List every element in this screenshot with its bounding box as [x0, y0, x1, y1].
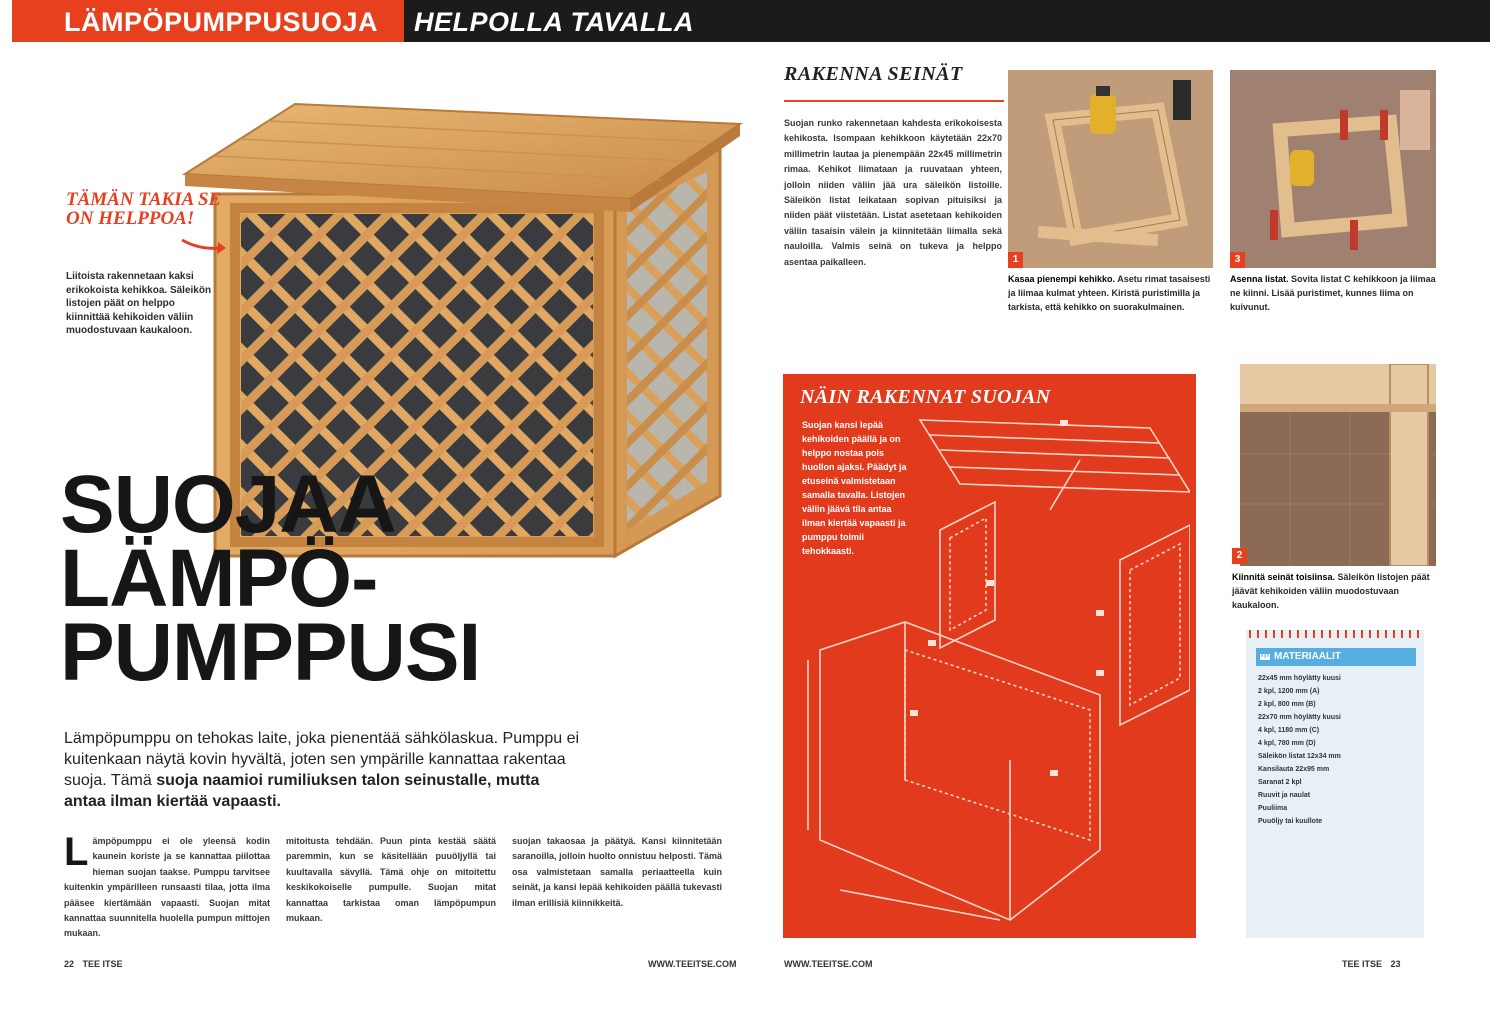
website-right: WWW.TEEITSE.COM — [784, 959, 873, 969]
drop-cap: L — [64, 830, 89, 874]
step-caption-2-bold: Kiinnitä seinät toisiinsa. — [1232, 572, 1336, 582]
list-item: Kansilauta 22x95 mm — [1258, 766, 1330, 773]
ruler-icon — [1259, 651, 1271, 663]
lead-normal-text: Lämpöpumppu on tehokas laite, joka pienentää sähkölaskua. Pumppu ei kuitenkaan näytä kovin hyvältä, joten sen ympärille kannattaa rakentaa suoja. Tämä — [64, 730, 580, 789]
materials-heading — [1256, 648, 1416, 666]
step-caption-3-text: Sovita listat C kehikkoon ja liimaa ne kiinni. Lisää puristimet, kunnes liima on kuivunut. — [1230, 274, 1436, 312]
step-photo-3 — [1230, 70, 1436, 268]
list-item: Saranat 2 kpl — [1258, 779, 1302, 786]
list-item: Puuöljy tai kuullote — [1258, 818, 1323, 825]
step-caption-3-bold: Asenna listat. — [1230, 274, 1289, 284]
page-number-right: 23 — [1390, 959, 1401, 969]
step-badge-1: 1 — [1008, 252, 1023, 268]
website-left: WWW.TEEITSE.COM — [648, 959, 737, 969]
materials-title: MATERIAALIT — [1274, 651, 1342, 662]
list-item: 2 kpl, 1200 mm (A) — [1258, 688, 1320, 695]
step-caption-2 — [1232, 570, 1436, 612]
section-text: Suojan runko rakennetaan kahdesta erikokoisesta kehikosta. Isompaan kehikkoon käytetään 22x70 millimetrin lautaa ja pienempään 22x45 millimetrin rimaa. Kehikot liimataan ja ruuvataan yhteen, jolloin niiden väliin jää ura säleikön listoille. Säleikön listat leikataan sopivan pituisiksi ja niiden päät viistetään. Listat asetetaan kehikoiden väliin tasaisin välein ja kiinnitetään liimalla sekä nauloilla. Valmis seinä on tukeva ja helppo asentaa paikalleen. — [784, 118, 1002, 267]
magazine-name-left: TEE ITSE — [82, 959, 123, 969]
title-line-1: SUOJAA — [60, 459, 396, 550]
body-column-3: suojan takaosaa ja päätyä. Kansi kiinnitetään saranoilla, jolloin huolto onnistuu helposti. Tämä osa valmistetaan samalla periaatteella kuin seinät, ja kansi lepää kehikoiden päällä tukevasti ilman erillisiä kiinnikkeitä. — [512, 836, 722, 908]
list-item: 4 kpl, 1180 mm (C) — [1258, 727, 1320, 734]
step-caption-1-text: Asetu rimat tasaisesti ja liimaa kulmat yhteen. Kiristä puristimilla ja tarkista, että kehikko on suorakulmainen. — [1008, 274, 1211, 312]
body-column-1-text: ämpöpumppu ei ole yleensä kodin kaunein koriste ja se kannattaa piilottaa hieman suojan taakse. Pumppu tarvitsee kuitenkin ympärilleen runsaasti tilaa, jotta ilma pääsee kiertämään vapaasti. Suojan mitat kannattaa suunnitella huolella pumpun mittojen mukaan. — [64, 836, 270, 939]
list-item: Ruuvit ja naulat — [1258, 792, 1311, 799]
exploded-view-diagram — [800, 410, 1190, 930]
materials-border-decoration — [1246, 630, 1424, 640]
step-caption-1-bold: Kasaa pienempi kehikko. — [1008, 274, 1116, 284]
diagram-text: Suojan kansi lepää kehikoiden päällä ja on helppo nostaa pois huollon ajaksi. Päädyt ja etuseinä valmistetaan samalla tavalla. Listojen väliin jäävä tila antaa ilman kiertää vapaasti ja pumppu toimii tehokkaasti. — [802, 420, 907, 556]
section-subtitle: HELPOLLA TAVALLA — [414, 7, 694, 37]
lead-bold-text: suoja naamioi rumiliuksen talon seinustalle, mutta antaa ilman kiertää vapaasti. — [64, 772, 540, 810]
folio-right — [1342, 959, 1401, 969]
step-photo-1 — [1008, 70, 1213, 268]
list-item: Säleikön listat 12x34 mm — [1258, 753, 1341, 760]
list-item: 2 kpl, 800 mm (B) — [1258, 701, 1316, 708]
list-item: 22x45 mm höylätty kuusi — [1258, 675, 1341, 682]
step-badge-3: 3 — [1230, 252, 1245, 268]
page-number-left: 22 — [64, 959, 75, 969]
step-caption-2-text: Säleikön listojen päät jäävät kehikoiden väliin muodostuvaan kaukaloon. — [1232, 572, 1430, 610]
callout-text: Liitoista rakennetaan kaksi erikokoista kehikkoa. Säleikön listojen päät on helppo kiinnittää kehikoiden väliin muodostuvaan kaukaloon. — [66, 271, 212, 336]
step-badge-2: 2 — [1232, 548, 1247, 564]
folio-left — [64, 959, 123, 969]
step-photo-2 — [1240, 364, 1436, 566]
diagram-title: NÄIN RAKENNAT SUOJAN — [800, 386, 1051, 408]
materials-list — [1258, 672, 1416, 828]
body-column-2: mitoitusta tehdään. Puun pinta kestää säätä paremmin, kun se käsitellään puuöljyllä tai kuultavalla sävyllä. Tämä ohje on mitoitettu keskikokoiselle pumpulle. Suojan mitat kannattaa tarkistaa oman lämpöpumpun mukaan. — [286, 836, 496, 924]
step-caption-3 — [1230, 272, 1436, 314]
section-rule — [784, 100, 1004, 102]
section-title: RAKENNA SEINÄT — [784, 63, 963, 85]
list-item: 4 kpl, 780 mm (D) — [1258, 740, 1316, 747]
lead-paragraph — [64, 728, 584, 812]
page-title — [60, 459, 530, 698]
list-item: 22x70 mm höylätty kuusi — [1258, 714, 1341, 721]
callout-arrow-icon — [180, 234, 226, 256]
section-tag: LÄMPÖPUMPPUSUOJA — [12, 0, 404, 42]
body-column-1 — [64, 830, 270, 942]
list-item: Puuliima — [1258, 805, 1288, 812]
callout-title: TÄMÄN TAKIA SE ON HELPPOA! — [66, 189, 222, 229]
step-caption-1 — [1008, 272, 1213, 314]
magazine-name-right: TEE ITSE — [1342, 959, 1383, 969]
title-line-2: LÄMPÖ- — [60, 533, 378, 624]
title-line-3: PUMPPUSI — [60, 607, 481, 698]
